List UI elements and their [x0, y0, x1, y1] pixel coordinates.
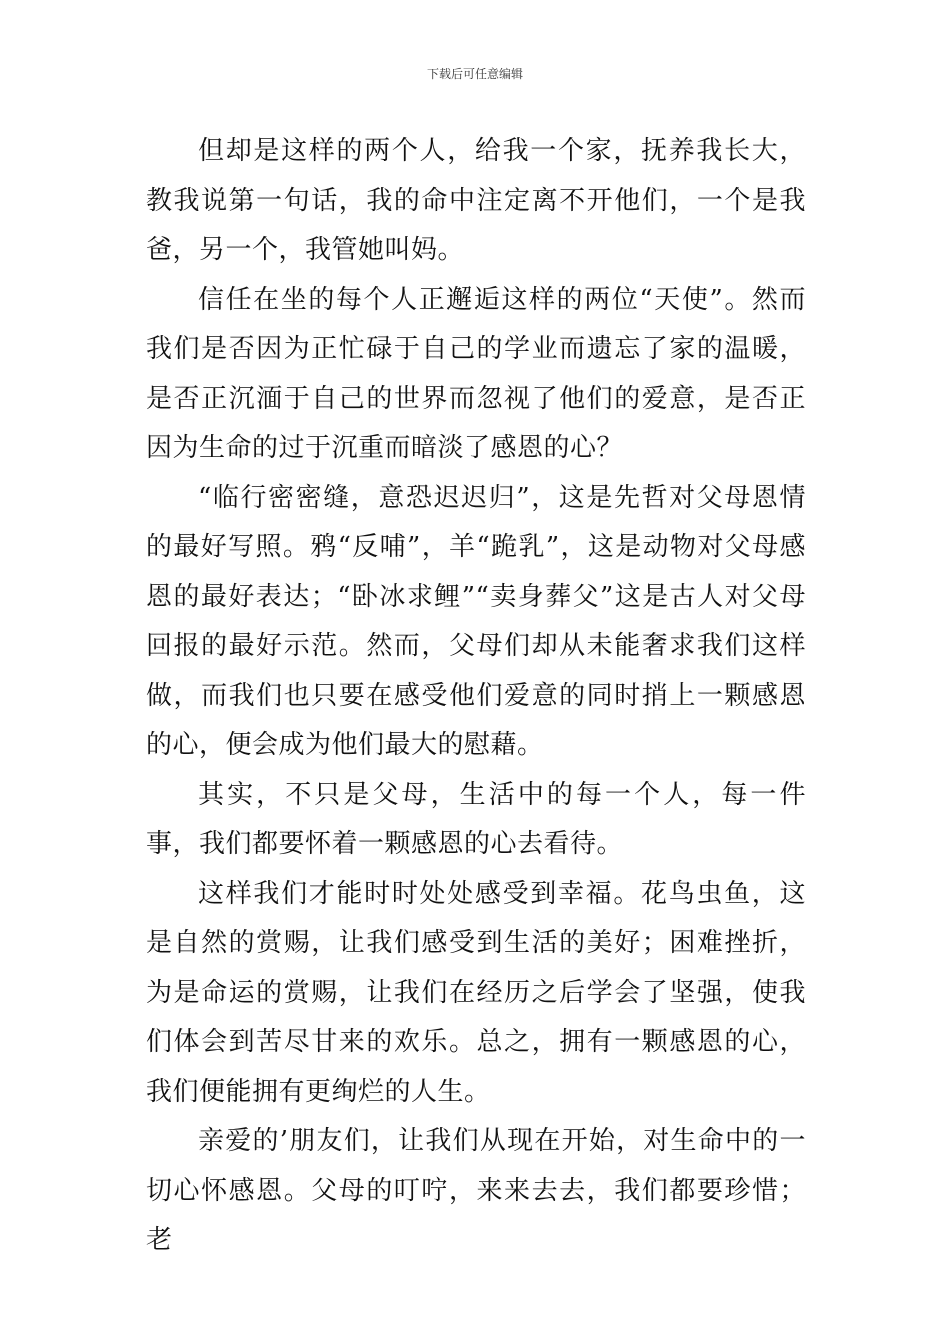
paragraph-angels: 信任在坐的每个人正邂逅这样的两位“天使”。然而我们是否因为正忙碌于自己的学业而遗忘了家的温暖，是否正沉湎于自己的世界而忽视了他们的爱意，是否正因为生命的过于沉重而暗淡了感恩的心？: [146, 284, 806, 463]
paragraph-parents: 但却是这样的两个人，给我一个家，抚养我长大，教我说第一句话，我的命中注定离不开他们，一个是我爸，另一个，我管她叫妈。: [146, 136, 806, 265]
paragraph-everyone: 其实，不只是父母，生活中的每一个人，每一件事，我们都要怀着一颗感恩的心去看待。: [146, 779, 806, 859]
document-body: [146, 127, 806, 1266]
paragraph-happiness: 这样我们才能时时处处感受到幸福。花鸟虫鱼，这是自然的赏赐，让我们感受到生活的美好；困难挫折，为是命运的赏赐，让我们在经历之后学会了坚强，使我们体会到苦尽甘来的欢乐。总之，拥有一颗感恩的心，我们便能拥有更绚烂的人生。: [146, 878, 806, 1107]
paragraph-filial-examples: “临行密密缝，意恐迟迟归”，这是先哲对父母恩情的最好写照。鸦“反哺”，羊“跪乳”，这是动物对父母感恩的最好表达；“卧冰求鲤”“卖身葬父”这是古人对父母回报的最好示范。然而，父母们却从未能奢求我们这样做，而我们也只要在感受他们爱意的同时捎上一颗感恩的心，便会成为他们最大的慰藉。: [146, 482, 806, 760]
paragraph-friends: 亲爱的’朋友们，让我们从现在开始，对生命中的一切心怀感恩。父母的叮咛，来来去去，我们都要珍惜；老: [146, 1126, 806, 1255]
page-header: 下载后可任意编辑: [426, 67, 523, 81]
